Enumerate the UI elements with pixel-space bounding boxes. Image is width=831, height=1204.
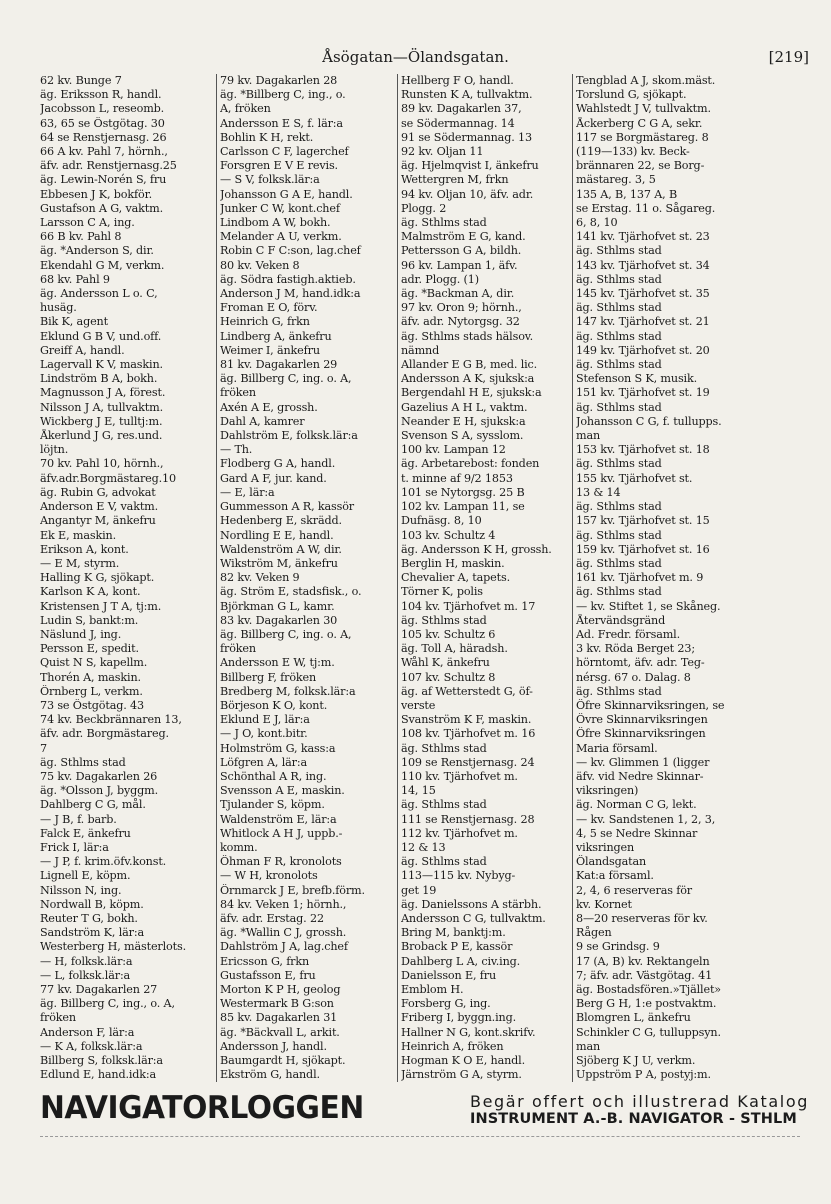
entry-line: Tjulander S, köpm. [220, 798, 325, 812]
entry-line: 111 se Renstjernasg. 28 [401, 812, 535, 826]
entry-line: Bik K, agent [40, 315, 108, 329]
entry-line: Billberg F, fröken [220, 670, 317, 684]
entry-line: — Th. [220, 443, 253, 457]
column-3 [397, 74, 573, 1082]
entry-line: Holmström G, kass:a [220, 741, 336, 755]
entry-line: Bergendahl H E, sjuksk:a [401, 386, 542, 400]
entry-line: Näslund J, ing. [40, 627, 122, 641]
entry-line: viksringen) [576, 784, 639, 798]
entry-line: 13 & 14 [576, 485, 621, 499]
entry-line: Ludin S, bankt:m. [40, 613, 139, 627]
entry-line: husäg. [40, 301, 77, 315]
entry-line: 6, 8, 10 [576, 216, 618, 230]
entry-line: äg. Arbetarebost: fonden [401, 457, 540, 471]
entry-line: A, fröken [220, 102, 271, 116]
entry-line: Dahlberg C G, mål. [40, 798, 146, 812]
entry-line: Baumgardt H, sjökapt. [220, 1054, 346, 1068]
bottom-rule [40, 1136, 800, 1137]
entry-line: Melander A U, verkm. [220, 230, 342, 244]
entry-line: äg. Sthlms stad [576, 358, 662, 372]
entry-line: Lignell E, köpm. [40, 869, 131, 883]
entry-line: Blomgren L, änkefru [576, 1011, 691, 1025]
entry-line: äfv.adr.Borgmästareg.10 [40, 471, 176, 485]
entry-line: Anderson E V, vaktm. [40, 500, 159, 514]
entry-line: 159 kv. Tjärhofvet st. 16 [576, 542, 710, 556]
entry-line: Chevalier A, tapets. [401, 571, 510, 585]
entry-line: Halling K G, sjökapt. [40, 571, 155, 585]
entry-line: man [576, 429, 601, 443]
entry-line: äg. Sthlms stad [401, 855, 487, 869]
entry-line: Wahlstedt J V, tullvaktm. [576, 102, 711, 116]
entry-line: 81 kv. Dagakarlen 29 [220, 358, 338, 372]
entry-line: Bredberg M, folksk.lär:a [220, 684, 356, 698]
entry-line: äg. Lewin-Norén S, fru [40, 173, 167, 187]
entry-line: 145 kv. Tjärhofvet st. 35 [576, 287, 710, 301]
entry-line: Westermark B G:son [220, 997, 334, 1011]
entry-line: Neander E H, sjuksk:a [401, 414, 526, 428]
entry-line: 91 se Södermannag. 13 [401, 130, 532, 144]
entry-line: Robin C F C:son, lag.chef [220, 244, 361, 258]
entry-line: 75 kv. Dagakarlen 26 [40, 769, 158, 783]
entry-line: Junker C W, kont.chef [220, 201, 340, 215]
entry-line: löjtn. [40, 443, 69, 457]
entry-line: äg. Andersson K H, grossh. [401, 542, 552, 556]
entry-line: Andersson J, handl. [220, 1039, 327, 1053]
entry-line: 143 kv. Tjärhofvet st. 34 [576, 258, 710, 272]
entry-line: Åckerberg C G A, sekr. [576, 116, 703, 130]
entry-line: Järnström G A, styrm. [401, 1068, 522, 1082]
ad-company: INSTRUMENT A.-B. NAVIGATOR - STHLM [470, 1111, 797, 1127]
entry-line: Öhman F R, kronolots [220, 855, 342, 869]
entry-line: Nordling E E, handl. [220, 528, 334, 542]
entry-line: — E M, styrm. [40, 556, 120, 570]
entry-line: äg. Toll A, häradsh. [401, 642, 508, 656]
entry-line: äg. *Anderson S, dir. [40, 244, 154, 258]
entry-line: Uppström P A, postyj:m. [576, 1068, 711, 1082]
entry-line: Ericsson G, frkn [220, 954, 310, 968]
entry-line: äg. Sthlms stad [401, 216, 487, 230]
entry-line: Emblom H. [401, 983, 464, 996]
ad-tagline: Begär offert och illustrerad Katalog [470, 1092, 809, 1111]
entry-line: äfv. adr. Borgmästareg. [40, 727, 169, 741]
entry-line: 80 kv. Veken 8 [220, 258, 300, 272]
entry-line: Heinrich G, frkn [220, 315, 310, 329]
ad-brand: NAVIGATORLOGGEN [40, 1090, 364, 1126]
entry-line: brännaren 22, se Borg- [576, 159, 705, 173]
entry-line: fröken [40, 1011, 76, 1025]
ad-text [470, 1092, 809, 1127]
entry-line: Gard A F, jur. kand. [220, 471, 327, 485]
entry-line: 79 kv. Dagakarlen 28 [220, 74, 338, 87]
entry-line: äg. Andersson L o. C, [40, 287, 158, 301]
entry-line: Kat:a församl. [576, 869, 654, 883]
entry-line: 92 kv. Oljan 11 [401, 145, 484, 159]
entry-line: äg. Hjelmqvist I, änkefru [401, 159, 539, 173]
entry-line: t. minne af 9/2 1853 [401, 471, 513, 485]
entry-line: Börjeson K O, kont. [220, 698, 328, 712]
entry-line: 3 kv. Röda Berget 23; [576, 642, 695, 656]
entry-line: Wåhl K, änkefru [401, 656, 490, 670]
entry-line: Gummesson A R, kassör [220, 500, 354, 514]
page-header [0, 48, 831, 72]
column-2 [216, 74, 398, 1082]
entry-line: Anderson F, lär:a [40, 1025, 135, 1039]
entry-line: 155 kv. Tjärhofvet st. [576, 471, 693, 485]
entry-line: — H, folksk.lär:a [40, 954, 133, 968]
entry-line: Waldenström E, lär:a [220, 812, 337, 826]
entry-line: — kv. Stiftet 1, se Skåneg. [576, 599, 721, 613]
entry-line: 102 kv. Lampan 11, se [401, 500, 525, 514]
entry-line: 7 [40, 741, 47, 755]
entry-line: äfv. adr. Renstjernasg.25 [40, 159, 177, 173]
entry-line: Törner K, polis [401, 585, 483, 599]
entry-line: Lindberg A, änkefru [220, 329, 332, 343]
entry-line: — J P, f. krim.öfv.konst. [40, 855, 167, 869]
entry-line: äg. Sthlms stads hälsov. [401, 329, 534, 343]
entry-line: Svanström K F, maskin. [401, 713, 532, 727]
entry-line: Dahlström E, folksk.lär:a [220, 429, 358, 443]
entry-line: Björkman G L, kamr. [220, 599, 335, 613]
entry-line: Westerberg H, mästerlots. [40, 940, 186, 954]
entry-line: Malmström E G, kand. [401, 230, 526, 244]
entry-line: Dahl A, kamrer [220, 414, 305, 428]
entry-line: äg. *Billberg C, ing., o. [220, 88, 346, 102]
entry-line: Återvändsgränd [576, 613, 666, 627]
entry-line: Thorén A, maskin. [40, 670, 141, 684]
entry-line: — kv. Sandstenen 1, 2, 3, [576, 812, 716, 826]
page-number: [219] [768, 48, 809, 66]
entry-line: Weimer I, änkefru [220, 343, 320, 357]
entry-line: Forsgren E V E revis. [220, 159, 338, 173]
entry-line: 82 kv. Veken 9 [220, 571, 300, 585]
entry-line: 112 kv. Tjärhofvet m. [401, 826, 518, 840]
entry-line: Friberg I, byggn.ing. [401, 1011, 516, 1025]
entry-line: Flodberg G A, handl. [220, 457, 336, 471]
entry-line: äg. Sthlms stad [401, 741, 487, 755]
entry-line: Löfgren A, lär:a [220, 755, 308, 769]
entry-line: äg. *Backman A, dir. [401, 287, 515, 301]
entry-line: fröken [220, 642, 256, 656]
entry-line: 63, 65 se Östgötag. 30 [40, 116, 165, 130]
entry-line: Eklund E J, lär:a [220, 713, 310, 727]
entry-line: 105 kv. Schultz 6 [401, 627, 496, 641]
entry-line: Wikström M, änkefru [220, 556, 338, 570]
entry-line: Nilsson N, ing. [40, 883, 122, 897]
entry-line: Frick I, lär:a [40, 840, 109, 854]
entry-line: äg. af Wetterstedt G, öf- [401, 684, 533, 698]
entry-line: Erikson A, kont. [40, 542, 129, 556]
entry-line: 104 kv. Tjärhofvet m. 17 [401, 599, 536, 613]
entry-line: Larsson C A, ing. [40, 216, 135, 230]
entry-line: — J B, f. barb. [40, 812, 117, 826]
entry-line: 66 A kv. Pahl 7, hörnh., [40, 145, 168, 159]
entry-line: 108 kv. Tjärhofvet m. 16 [401, 727, 536, 741]
entry-line: se Erstag. 11 o. Sågareg. [576, 201, 716, 215]
entry-line: — J O, kont.bitr. [220, 727, 308, 741]
entry-line: Berglin H, maskin. [401, 556, 505, 570]
entry-line: 64 se Renstjernasg. 26 [40, 130, 167, 144]
entry-line: Hedenberg E, skrädd. [220, 514, 342, 528]
entry-line: äg. Sthlms stad [576, 329, 662, 343]
entry-line: äg. Billberg C, ing. o. A, [220, 372, 352, 386]
entry-line: Angantyr M, änkefru [40, 514, 156, 528]
entry-line: Tengblad A J, skom.mäst. [576, 74, 716, 87]
entry-line: Gustafson A G, vaktm. [40, 201, 163, 215]
entry-line: 141 kv. Tjärhofvet st. 23 [576, 230, 710, 244]
entry-line: 62 kv. Bunge 7 [40, 74, 122, 87]
entry-line: äg. Sthlms stad [576, 556, 662, 570]
entry-line: 83 kv. Dagakarlen 30 [220, 613, 338, 627]
entry-line: nérsg. 67 o. Dalag. 8 [576, 670, 691, 684]
entry-line: äg. Sthlms stad [576, 585, 662, 599]
entry-line: 113—115 kv. Nybyg- [401, 869, 516, 883]
entry-line: 89 kv. Dagakarlen 37, [401, 102, 522, 116]
entry-line: äg. *Olsson J, byggm. [40, 784, 159, 798]
entry-line: Karlson K A, kont. [40, 585, 141, 599]
entry-line: 153 kv. Tjärhofvet st. 18 [576, 443, 710, 457]
entry-line: Magnusson J A, förest. [40, 386, 166, 400]
entry-line: Ebbesen J K, bokför. [40, 187, 152, 201]
entry-line: Froman E O, förv. [220, 301, 318, 315]
entry-line: 110 kv. Tjärhofvet m. [401, 769, 518, 783]
entry-line: 68 kv. Pahl 9 [40, 272, 110, 286]
entry-line: — K A, folksk.lär:a [40, 1039, 143, 1053]
entry-line: 77 kv. Dagakarlen 27 [40, 983, 158, 996]
entry-line: Nordwall B, köpm. [40, 897, 144, 911]
entry-line: Sandström K, lär:a [40, 926, 144, 940]
entry-line: 14, 15 [401, 784, 436, 798]
entry-line: 4, 5 se Nedre Skinnar [576, 826, 698, 840]
entry-line: 70 kv. Pahl 10, hörnh., [40, 457, 164, 471]
entry-line: viksringen [576, 840, 635, 854]
entry-line: (119—133) kv. Beck- [576, 145, 690, 159]
entry-line: se Södermannag. 14 [401, 116, 515, 130]
entry-line: fröken [220, 386, 256, 400]
entry-line: Eklund G B V, und.off. [40, 329, 162, 343]
entry-line: 157 kv. Tjärhofvet st. 15 [576, 514, 710, 528]
entry-line: Wettergren M, frkn [401, 173, 509, 187]
entry-line: äg. *Bäckvall L, arkit. [220, 1025, 340, 1039]
entry-line: Johansson C G, f. tullupps. [576, 414, 722, 428]
column-1 [40, 74, 213, 1082]
column-4 [572, 74, 801, 1082]
entry-line: äg. Eriksson R, handl. [40, 88, 162, 102]
entry-line: Whitlock A H J, uppb.- [220, 826, 343, 840]
entry-line: verste [401, 698, 436, 712]
entry-line: adr. Plogg. (1) [401, 272, 479, 286]
entry-line: Svenson S A, sysslom. [401, 429, 524, 443]
entry-line: äfv. adr. Erstag. 22 [220, 911, 324, 925]
entry-line: Bring M, banktj:m. [401, 926, 506, 940]
entry-line: äg. Rubin G, advokat [40, 485, 156, 499]
entry-line: Dahlberg L A, civ.ing. [401, 954, 521, 968]
entry-line: 8—20 reserveras för kv. [576, 911, 708, 925]
entry-line: Allander E G B, med. lic. [401, 358, 538, 372]
entry-line: 149 kv. Tjärhofvet st. 20 [576, 343, 710, 357]
entry-line: mästareg. 3, 5 [576, 173, 656, 187]
entry-line: Ekström G, handl. [220, 1068, 320, 1082]
entry-line: Ek E, maskin. [40, 528, 116, 542]
entry-line: Pettersson G A, bildh. [401, 244, 522, 258]
entry-line: Åkerlund J G, res.und. [40, 429, 163, 443]
entry-line: 117 se Borgmästareg. 8 [576, 130, 709, 144]
entry-line: — kv. Glimmen 1 (ligger [576, 755, 710, 769]
entry-line: Rågen [576, 926, 612, 940]
entry-line: Morton K P H, geolog [220, 983, 341, 996]
entry-line: äg. Sthlms stad [576, 400, 662, 414]
entry-line: äg. Sthlms stad [401, 798, 487, 812]
entry-line: 96 kv. Lampan 1, äfv. [401, 258, 518, 272]
entry-line: Gustafsson E, fru [220, 968, 316, 982]
entry-line: Wickberg J E, tulltj:m. [40, 414, 163, 428]
entry-line: — E, lär:a [220, 485, 275, 499]
entry-line: Nilsson J A, tullvaktm. [40, 400, 163, 414]
entry-line: äg. Sthlms stad [576, 500, 662, 514]
entry-line: Andersson E S, f. lär:a [220, 116, 343, 130]
entry-line: Gazelius A H L, vaktm. [401, 400, 528, 414]
entry-line: Persson E, spedit. [40, 642, 139, 656]
entry-line: äfv. adr. Nytorgsg. 32 [401, 315, 520, 329]
entry-line: 101 se Nytorgsg. 25 B [401, 485, 525, 499]
entry-line: 103 kv. Schultz 4 [401, 528, 496, 542]
entry-line: äg. Sthlms stad [576, 528, 662, 542]
entry-line: Plogg. 2 [401, 201, 447, 215]
entry-line: Ad. Fredr. församl. [576, 627, 681, 641]
entry-line: Berg G H, 1:e postvaktm. [576, 997, 717, 1011]
entry-line: äg. Sthlms stad [401, 613, 487, 627]
entry-line: 100 kv. Lampan 12 [401, 443, 506, 457]
entry-line: Axén A E, grossh. [220, 400, 318, 414]
entry-line: Lindström B A, bokh. [40, 372, 158, 386]
entry-line: hörntomt, äfv. adr. Teg- [576, 656, 705, 670]
entry-line: 109 se Renstjernasg. 24 [401, 755, 535, 769]
entry-line: 17 (A, B) kv. Rektangeln [576, 954, 710, 968]
entry-line: Schönthal A R, ing. [220, 769, 327, 783]
entry-line: komm. [220, 840, 258, 854]
entry-line: Maria församl. [576, 741, 658, 755]
running-title: Åsögatan—Ölandsgatan. [322, 48, 509, 66]
entry-line: Örnberg L, verkm. [40, 684, 143, 698]
entry-line: 9 se Grindsg. 9 [576, 940, 660, 954]
entry-line: Hogman K O E, handl. [401, 1054, 525, 1068]
entry-line: Waldenström A W, dir. [220, 542, 342, 556]
entry-line: 151 kv. Tjärhofvet st. 19 [576, 386, 710, 400]
entry-line: äfv. vid Nedre Skinnar- [576, 769, 704, 783]
entry-line: Edlund E, hand.idk:a [40, 1068, 157, 1082]
entry-line: 107 kv. Schultz 8 [401, 670, 496, 684]
entry-line: 66 B kv. Pahl 8 [40, 230, 122, 244]
entry-line: man [576, 1039, 601, 1053]
entry-line: Jacobsson L, reseomb. [40, 102, 165, 116]
entry-line: Danielsson E, fru [401, 968, 497, 982]
entry-line: Bohlin K H, rekt. [220, 130, 314, 144]
entry-line: 73 se Östgötag. 43 [40, 698, 144, 712]
entry-line: Örnmarck J E, brefb.förm. [220, 883, 365, 897]
entry-line: Falck E, änkefru [40, 826, 131, 840]
entry-line: äg. Sthlms stad [576, 457, 662, 471]
entry-line: Dufnäsg. 8, 10 [401, 514, 482, 528]
entry-line: 161 kv. Tjärhofvet m. 9 [576, 571, 704, 585]
entry-line: — S V, folksk.lär:a [220, 173, 320, 187]
entry-line: Sjöberg K J U, verkm. [576, 1054, 696, 1068]
entry-line: 2, 4, 6 reserveras för [576, 883, 692, 897]
entry-line: 135 A, B, 137 A, B [576, 187, 678, 201]
entry-line: Andersson E W, tj:m. [220, 656, 335, 670]
entry-line: get 19 [401, 883, 437, 897]
entry-line: Dahlström J A, lag.chef [220, 940, 348, 954]
entry-line: äg. Ström E, stadsfisk., o. [220, 585, 362, 599]
entry-line: äg. Norman C G, lekt. [576, 798, 697, 812]
entry-line: 74 kv. Beckbrännaren 13, [40, 713, 182, 727]
entry-line: äg. Bostadsfören.»Tjället» [576, 983, 721, 996]
entry-line: Andersson C G, tullvaktm. [401, 911, 546, 925]
entry-line: Svensson A E, maskin. [220, 784, 345, 798]
entry-line: Schinkler C G, tulluppsyn. [576, 1025, 721, 1039]
entry-line: Reuter T G, bokh. [40, 911, 138, 925]
entry-line: äg. Sthlms stad [576, 301, 662, 315]
entry-line: Johansson G A E, handl. [220, 187, 353, 201]
entry-line: Runsten K A, tullvaktm. [401, 88, 533, 102]
entry-line: Forsberg G, ing. [401, 997, 491, 1011]
entry-line: Carlsson C F, lagerchef [220, 145, 349, 159]
entry-line: Hellberg F O, handl. [401, 74, 514, 87]
entry-line: 12 & 13 [401, 840, 446, 854]
entry-line: äg. Sthlms stad [576, 684, 662, 698]
entry-line: Quist N S, kapellm. [40, 656, 148, 670]
entry-line: äg. Danielssons A stärbh. [401, 897, 542, 911]
entry-line: Billberg S, folksk.lär:a [40, 1054, 163, 1068]
entry-line: Hallner N G, kont.skrifv. [401, 1025, 536, 1039]
entry-line: Övre Skinnarviksringen [576, 713, 708, 727]
entry-line: äg. Sthlms stad [576, 244, 662, 258]
entry-line: Lindbom A W, bokh. [220, 216, 331, 230]
advertisement [40, 1090, 809, 1134]
entry-line: äg. *Wallin C J, grossh. [220, 926, 347, 940]
entry-line: Kristensen J T A, tj:m. [40, 599, 162, 613]
entry-line: äg. Billberg C, ing. o. A, [220, 627, 352, 641]
entry-line: kv. Kornet [576, 897, 632, 911]
entry-line: 84 kv. Veken 1; hörnh., [220, 897, 347, 911]
entry-line: 7; äfv. adr. Västgötag. 41 [576, 968, 713, 982]
entry-line: 147 kv. Tjärhofvet st. 21 [576, 315, 710, 329]
entry-line: Öfre Skinnarviksringen, se [576, 698, 725, 712]
entry-line: Ölandsgatan [576, 855, 647, 869]
entry-line: Anderson J M, hand.idk:a [220, 287, 361, 301]
entry-line: 94 kv. Oljan 10, äfv. adr. [401, 187, 534, 201]
entry-line: Ekendahl G M, verkm. [40, 258, 165, 272]
entry-line: — L, folksk.lär:a [40, 968, 131, 982]
entry-line: äg. Sthlms stad [576, 272, 662, 286]
entry-line: nämnd [401, 343, 440, 357]
entry-line: Andersson A K, sjuksk:a [401, 372, 535, 386]
directory-columns [40, 74, 800, 1082]
entry-line: 85 kv. Dagakarlen 31 [220, 1011, 338, 1025]
entry-line: äg. Sthlms stad [40, 755, 126, 769]
entry-line: Öfre Skinnarviksringen [576, 727, 706, 741]
entry-line: Greiff A, handl. [40, 343, 125, 357]
entry-line: Lagervall K V, maskin. [40, 358, 163, 372]
entry-line: Heinrich A, fröken [401, 1039, 504, 1053]
entry-line: — W H, kronolots [220, 869, 318, 883]
entry-line: äg. Billberg C, ing., o. A, [40, 997, 175, 1011]
entry-line: 97 kv. Oron 9; hörnh., [401, 301, 522, 315]
entry-line: äg. Södra fastigh.aktieb. [220, 272, 356, 286]
entry-line: Broback P E, kassör [401, 940, 513, 954]
entry-line: Stefenson S K, musik. [576, 372, 697, 386]
entry-line: Torslund G, sjökapt. [576, 88, 687, 102]
